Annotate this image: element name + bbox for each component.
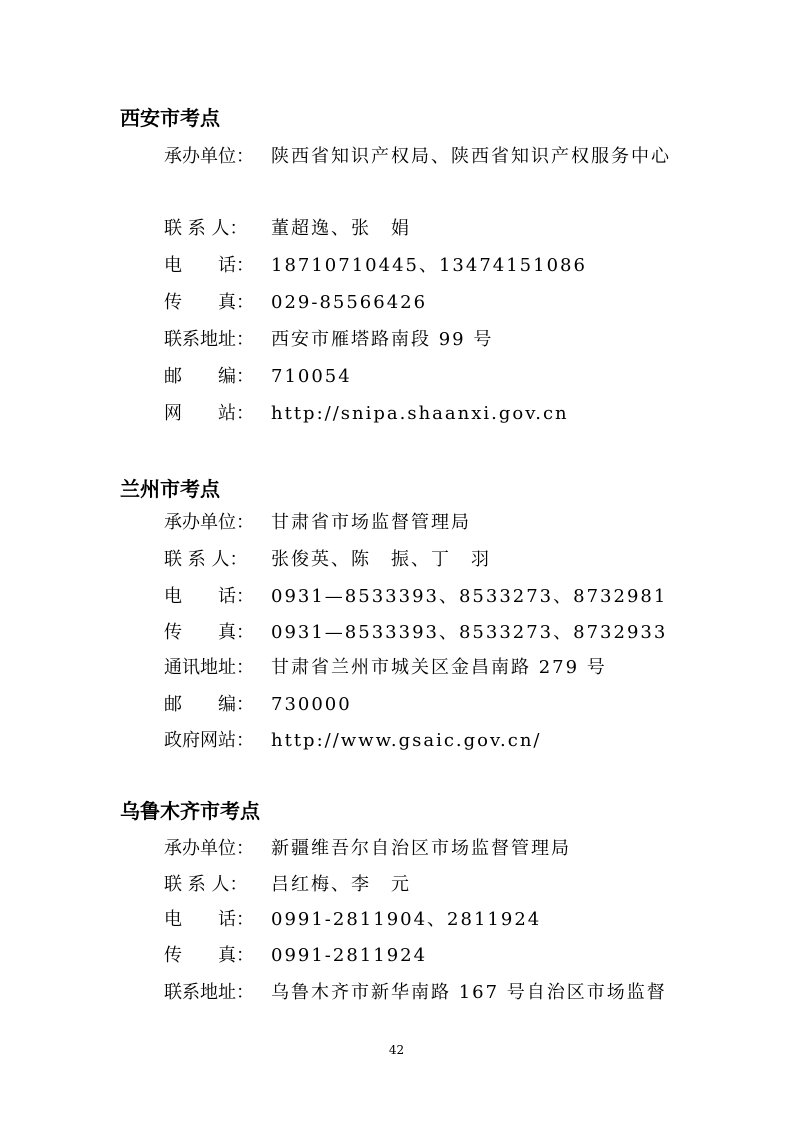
field-value: 吕红梅、李 元 bbox=[271, 874, 411, 895]
page-number: 42 bbox=[388, 1043, 405, 1057]
field-value: 陕西省知识产权局、陕西省知识产权服务中心 bbox=[271, 146, 671, 167]
website-link[interactable]: http://snipa.shaanxi.gov.cn bbox=[271, 403, 569, 424]
lanzhou-organizer-row bbox=[164, 508, 694, 538]
urumqi-phone-row bbox=[164, 905, 694, 935]
section-heading-lanzhou: 兰州市考点 bbox=[120, 477, 220, 501]
urumqi-fax-row bbox=[164, 941, 694, 971]
field-label: 传 真： bbox=[164, 622, 254, 643]
field-label: 政府网站： bbox=[164, 730, 254, 751]
urumqi-contact-row bbox=[164, 870, 694, 900]
field-value: 730000 bbox=[271, 694, 352, 715]
lanzhou-contact-row bbox=[164, 545, 694, 575]
lanzhou-website-row bbox=[164, 726, 694, 756]
xian-fax-row bbox=[164, 288, 694, 318]
field-value: 0931—8533393、8533273、8732981 bbox=[271, 586, 668, 607]
xian-phone-row bbox=[164, 251, 694, 281]
field-value: 18710710445、13474151086 bbox=[271, 255, 587, 276]
section-heading-urumqi: 乌鲁木齐市考点 bbox=[120, 799, 260, 823]
lanzhou-address-row bbox=[164, 653, 694, 683]
field-label: 网 站： bbox=[164, 403, 254, 424]
field-value: 0931—8533393、8533273、8732933 bbox=[271, 622, 668, 643]
field-label: 联 系 人： bbox=[164, 549, 248, 570]
xian-address-row bbox=[164, 325, 694, 355]
field-label: 邮 编： bbox=[164, 366, 254, 387]
field-value: 0991-2811904、2811924 bbox=[271, 909, 542, 930]
section-heading-xian: 西安市考点 bbox=[120, 106, 220, 130]
field-value: 乌鲁木齐市新华南路 167 号自治区市场监督 bbox=[271, 982, 667, 1003]
field-value: 甘肃省兰州市城关区金昌南路 279 号 bbox=[271, 657, 607, 678]
lanzhou-fax-row bbox=[164, 618, 694, 648]
field-label: 联 系 人： bbox=[164, 218, 248, 239]
field-value: 董超逸、张 娟 bbox=[271, 218, 411, 239]
field-value: 710054 bbox=[271, 366, 352, 387]
field-label: 联系地址： bbox=[164, 982, 254, 1003]
field-value: 西安市雁塔路南段 99 号 bbox=[271, 329, 494, 350]
field-value: 新疆维吾尔自治区市场监督管理局 bbox=[271, 838, 571, 859]
field-value: 0991-2811924 bbox=[271, 945, 428, 966]
field-label: 承办单位： bbox=[164, 146, 254, 167]
field-label: 电 话： bbox=[164, 909, 254, 930]
urumqi-organizer-row bbox=[164, 834, 694, 864]
xian-website-row bbox=[164, 399, 694, 429]
field-value: 甘肃省市场监督管理局 bbox=[271, 512, 471, 533]
xian-postcode-row bbox=[164, 362, 694, 392]
field-label: 电 话： bbox=[164, 586, 254, 607]
field-label: 通讯地址： bbox=[164, 657, 254, 678]
lanzhou-postcode-row bbox=[164, 690, 694, 720]
field-label: 承办单位： bbox=[164, 512, 254, 533]
field-value: 029-85566426 bbox=[271, 292, 428, 313]
field-label: 传 真： bbox=[164, 945, 254, 966]
field-label: 传 真： bbox=[164, 292, 254, 313]
urumqi-address-row bbox=[164, 978, 694, 1008]
field-label: 承办单位： bbox=[164, 838, 254, 859]
website-link[interactable]: http://www.gsaic.gov.cn/ bbox=[271, 730, 542, 751]
field-label: 邮 编： bbox=[164, 694, 254, 715]
xian-contact-row bbox=[164, 214, 694, 244]
field-label: 联 系 人： bbox=[164, 874, 248, 895]
field-value: 张俊英、陈 振、丁 羽 bbox=[271, 549, 491, 570]
field-label: 电 话： bbox=[164, 255, 254, 276]
xian-organizer-row bbox=[164, 142, 694, 172]
field-label: 联系地址： bbox=[164, 329, 254, 350]
lanzhou-phone-row bbox=[164, 582, 694, 612]
